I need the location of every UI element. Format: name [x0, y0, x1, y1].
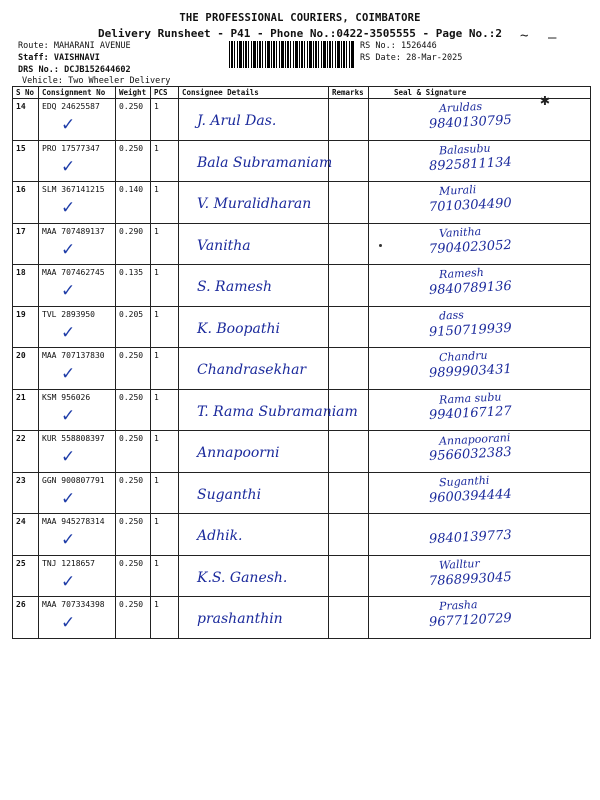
- row-remarks: [329, 389, 369, 431]
- row-pcs: 1: [151, 389, 179, 431]
- drs-value: DCJB152644602: [64, 65, 131, 75]
- check-mark-icon: ✓: [61, 198, 76, 218]
- row-sno: 24: [13, 514, 39, 556]
- signature: Rama subu: [438, 389, 502, 407]
- vehicle-value: Two Wheeler Delivery: [68, 76, 171, 86]
- signature-phone: 9840130795: [428, 112, 513, 133]
- row-pcs: 1: [151, 431, 179, 473]
- row-signature: [369, 389, 591, 431]
- row-consignment-no: [39, 431, 116, 473]
- row-remarks: [329, 431, 369, 473]
- consignee-name: Bala Subramaniam: [197, 154, 333, 171]
- row-remarks: [329, 348, 369, 390]
- signature: Balasubu: [438, 141, 491, 157]
- table-row: [13, 431, 591, 473]
- row-consignment-no: [39, 555, 116, 597]
- col-remarks: Remarks: [329, 87, 369, 99]
- row-pcs: 1: [151, 348, 179, 390]
- table-row: [13, 597, 591, 639]
- signature: Suganthi: [438, 473, 490, 489]
- row-weight: 0.250: [116, 555, 151, 597]
- consignment-no: MAA 707489137: [42, 226, 105, 236]
- consignment-no: GGN 900807791: [42, 475, 105, 485]
- route-value: MAHARANI AVENUE: [53, 41, 131, 51]
- row-pcs: 1: [151, 140, 179, 182]
- row-remarks: [329, 472, 369, 514]
- check-mark-icon: ✓: [61, 364, 76, 384]
- signature: Chandru: [438, 348, 488, 365]
- consignee-name: J. Arul Das.: [197, 113, 277, 129]
- consignee-name: T. Rama Subramaniam: [197, 403, 358, 420]
- row-pcs: 1: [151, 265, 179, 307]
- row-consignment-no: [39, 514, 116, 556]
- check-mark-icon: ✓: [61, 281, 76, 301]
- col-signature: Seal & Signature: [369, 87, 591, 99]
- row-signature: [369, 348, 591, 390]
- consignee-name: Suganthi: [197, 486, 262, 503]
- consignee-name: Annapoorni: [197, 445, 280, 461]
- row-signature: [369, 223, 591, 265]
- row-pcs: 1: [151, 99, 179, 141]
- staff-value: VAISHNAVI: [53, 53, 100, 63]
- table-row: [13, 348, 591, 390]
- row-weight: 0.250: [116, 431, 151, 473]
- row-consignment-no: [39, 140, 116, 182]
- table-row: [13, 182, 591, 224]
- signature-phone: 8925811134: [428, 154, 513, 174]
- row-pcs: 1: [151, 514, 179, 556]
- table-row: [13, 389, 591, 431]
- signature: Ramesh: [438, 265, 485, 282]
- table-row: [13, 555, 591, 597]
- col-sno: S No: [13, 87, 39, 99]
- row-sno: 20: [13, 348, 39, 390]
- row-signature: [369, 514, 591, 556]
- row-remarks: [329, 514, 369, 556]
- row-sno: 26: [13, 597, 39, 639]
- row-signature: [369, 597, 591, 639]
- col-consignment: Consignment No: [39, 87, 116, 99]
- row-consignment-no: [39, 223, 116, 265]
- consignee-name: K.S. Ganesh.: [197, 569, 288, 586]
- col-weight: Weight: [116, 87, 151, 99]
- row-sno: 19: [13, 306, 39, 348]
- row-weight: 0.250: [116, 348, 151, 390]
- consignment-no: MAA 707137830: [42, 351, 105, 360]
- row-remarks: [329, 140, 369, 182]
- consignment-no: SLM 367141215: [42, 185, 105, 194]
- row-remarks: [329, 597, 369, 639]
- rs-no-line: [360, 41, 437, 51]
- rs-date-label: RS Date:: [360, 53, 401, 63]
- barcode: [229, 41, 354, 68]
- row-signature: [369, 265, 591, 307]
- signature: Vanitha: [438, 224, 482, 240]
- route-label: Route:: [18, 41, 49, 51]
- row-weight: 0.205: [116, 306, 151, 348]
- row-sno: 17: [13, 223, 39, 265]
- row-weight: 0.250: [116, 140, 151, 182]
- table-row: [13, 472, 591, 514]
- row-remarks: [329, 306, 369, 348]
- table-row: [13, 140, 591, 182]
- row-consignment-no: [39, 472, 116, 514]
- page-title: THE PROFESSIONAL COURIERS, COIMBATORE: [179, 12, 421, 24]
- route-line: [18, 41, 131, 51]
- rs-date-value: 28-Mar-2025: [406, 53, 463, 63]
- row-consignee: [179, 431, 329, 473]
- row-sno: 25: [13, 555, 39, 597]
- row-remarks: [329, 265, 369, 307]
- row-signature: [369, 99, 591, 141]
- check-mark-icon: ✓: [61, 405, 76, 426]
- vehicle-line: [22, 76, 170, 86]
- row-sno: 23: [13, 472, 39, 514]
- signature-phone: 9840789136: [428, 278, 513, 299]
- drs-line: [18, 65, 131, 75]
- vehicle-label: Vehicle:: [22, 76, 63, 86]
- row-weight: 0.250: [116, 514, 151, 556]
- staff-label: Staff:: [18, 53, 49, 63]
- check-mark-icon: ✓: [61, 239, 76, 260]
- dash-mark: –: [548, 30, 557, 46]
- signature-phone: 9940167127: [428, 403, 513, 423]
- signature: Prasha: [438, 598, 478, 613]
- signature-phone: 9677120729: [428, 610, 513, 631]
- rs-no-label: RS No.:: [360, 41, 396, 51]
- runsheet-subtitle: Delivery Runsheet - P41 - Phone No.:0422-3505555 - Page No.:2: [98, 27, 502, 40]
- row-consignee: [179, 555, 329, 597]
- row-weight: 0.250: [116, 472, 151, 514]
- row-pcs: 1: [151, 597, 179, 639]
- row-sno: 18: [13, 265, 39, 307]
- col-consignee: Consignee Details: [179, 87, 329, 99]
- row-consignment-no: [39, 389, 116, 431]
- row-signature: [369, 472, 591, 514]
- row-pcs: 1: [151, 555, 179, 597]
- row-weight: 0.250: [116, 99, 151, 141]
- row-pcs: 1: [151, 306, 179, 348]
- table-row: [13, 514, 591, 556]
- table-row: [13, 223, 591, 265]
- row-consignee: [179, 514, 329, 556]
- signature-phone: 9566032383: [428, 444, 513, 465]
- check-mark-icon: ✓: [61, 322, 76, 343]
- table-row: [13, 265, 591, 307]
- scribble-mark: ~: [520, 28, 529, 44]
- row-weight: 0.290: [116, 223, 151, 265]
- row-sno: 21: [13, 389, 39, 431]
- row-signature: [369, 140, 591, 182]
- row-consignment-no: [39, 597, 116, 639]
- row-consignee: [179, 223, 329, 265]
- ink-blot-mark: ✱: [540, 90, 550, 109]
- consignment-no: MAA 707462745: [42, 268, 105, 277]
- row-weight: 0.135: [116, 265, 151, 307]
- row-consignment-no: [39, 99, 116, 141]
- consignee-name: S. Ramesh: [197, 279, 272, 295]
- row-consignment-no: [39, 182, 116, 224]
- consignee-name: prashanthin: [197, 611, 283, 627]
- row-consignee: [179, 597, 329, 639]
- row-remarks: [329, 555, 369, 597]
- rs-no-value: 1526446: [400, 41, 437, 51]
- consignee-name: Adhik.: [197, 528, 243, 544]
- check-mark-icon: ✓: [61, 488, 76, 509]
- row-consignee: [179, 182, 329, 224]
- signature: Annapoorani: [438, 431, 511, 448]
- row-signature: [369, 306, 591, 348]
- row-remarks: [329, 182, 369, 224]
- check-mark-icon: ✓: [61, 571, 76, 592]
- row-weight: 0.250: [116, 389, 151, 431]
- row-weight: 0.250: [116, 597, 151, 639]
- signature-phone: 7010304490: [428, 195, 513, 216]
- consignment-no: TNJ 1218657: [42, 558, 95, 568]
- consignee-name: Vanitha: [197, 237, 251, 254]
- row-pcs: 1: [151, 472, 179, 514]
- table-header-row: [13, 87, 591, 99]
- drs-label: DRS No.:: [18, 65, 59, 75]
- signature-phone: 7868993045: [428, 569, 513, 589]
- signature-phone: 9899903431: [428, 361, 513, 382]
- row-consignee: [179, 99, 329, 141]
- check-mark-icon: ✓: [61, 447, 76, 467]
- row-signature: [369, 555, 591, 597]
- signature: dass: [438, 307, 465, 323]
- row-consignment-no: [39, 265, 116, 307]
- signature: Walltur: [438, 556, 481, 572]
- signature-phone: 9840139773: [428, 527, 513, 548]
- row-signature: [369, 431, 591, 473]
- consignment-no: KUR 558808397: [42, 434, 105, 443]
- table-row: [13, 99, 591, 141]
- row-consignee: [179, 306, 329, 348]
- consignment-no: MAA 707334398: [42, 600, 105, 609]
- row-sno: 15: [13, 140, 39, 182]
- signature-phone: 9600394444: [428, 486, 513, 506]
- col-pcs: PCS: [151, 87, 179, 99]
- rs-date-line: [360, 53, 462, 63]
- row-sno: 14: [13, 99, 39, 141]
- row-remarks: [329, 99, 369, 141]
- row-consignment-no: [39, 306, 116, 348]
- check-mark-icon: ✓: [61, 156, 76, 177]
- row-consignee: [179, 348, 329, 390]
- signature: Aruldas: [438, 99, 483, 116]
- check-mark-icon: ✓: [61, 530, 76, 550]
- consignee-name: K. Boopathi: [197, 320, 280, 337]
- row-sno: 16: [13, 182, 39, 224]
- consignee-name: V. Muralidharan: [197, 196, 312, 212]
- consignee-name: Chandrasekhar: [197, 362, 307, 378]
- consignment-no: EDQ 24625587: [42, 102, 100, 111]
- row-pcs: 1: [151, 223, 179, 265]
- consignment-no: KSM 956026: [42, 392, 91, 402]
- row-consignment-no: [39, 348, 116, 390]
- consignment-no: MAA 945278314: [42, 517, 105, 526]
- row-signature: [369, 182, 591, 224]
- row-weight: 0.140: [116, 182, 151, 224]
- staff-line: [18, 53, 100, 63]
- consignment-no: TVL 2893950: [42, 309, 95, 319]
- signature-phone: 7904023052: [428, 237, 513, 257]
- runsheet-table: [12, 86, 591, 639]
- check-mark-icon: ✓: [61, 115, 76, 135]
- signature: Murali: [438, 183, 477, 198]
- row-sno: 22: [13, 431, 39, 473]
- row-consignee: [179, 265, 329, 307]
- check-mark-icon: ✓: [61, 613, 76, 633]
- row-remarks: [329, 223, 369, 265]
- row-consignee: [179, 389, 358, 431]
- row-pcs: 1: [151, 182, 179, 224]
- row-consignee: [179, 472, 329, 514]
- consignment-no: PRO 17577347: [42, 143, 100, 153]
- row-consignee: [179, 140, 333, 182]
- table-row: [13, 306, 591, 348]
- signature-phone: 9150719939: [428, 320, 513, 340]
